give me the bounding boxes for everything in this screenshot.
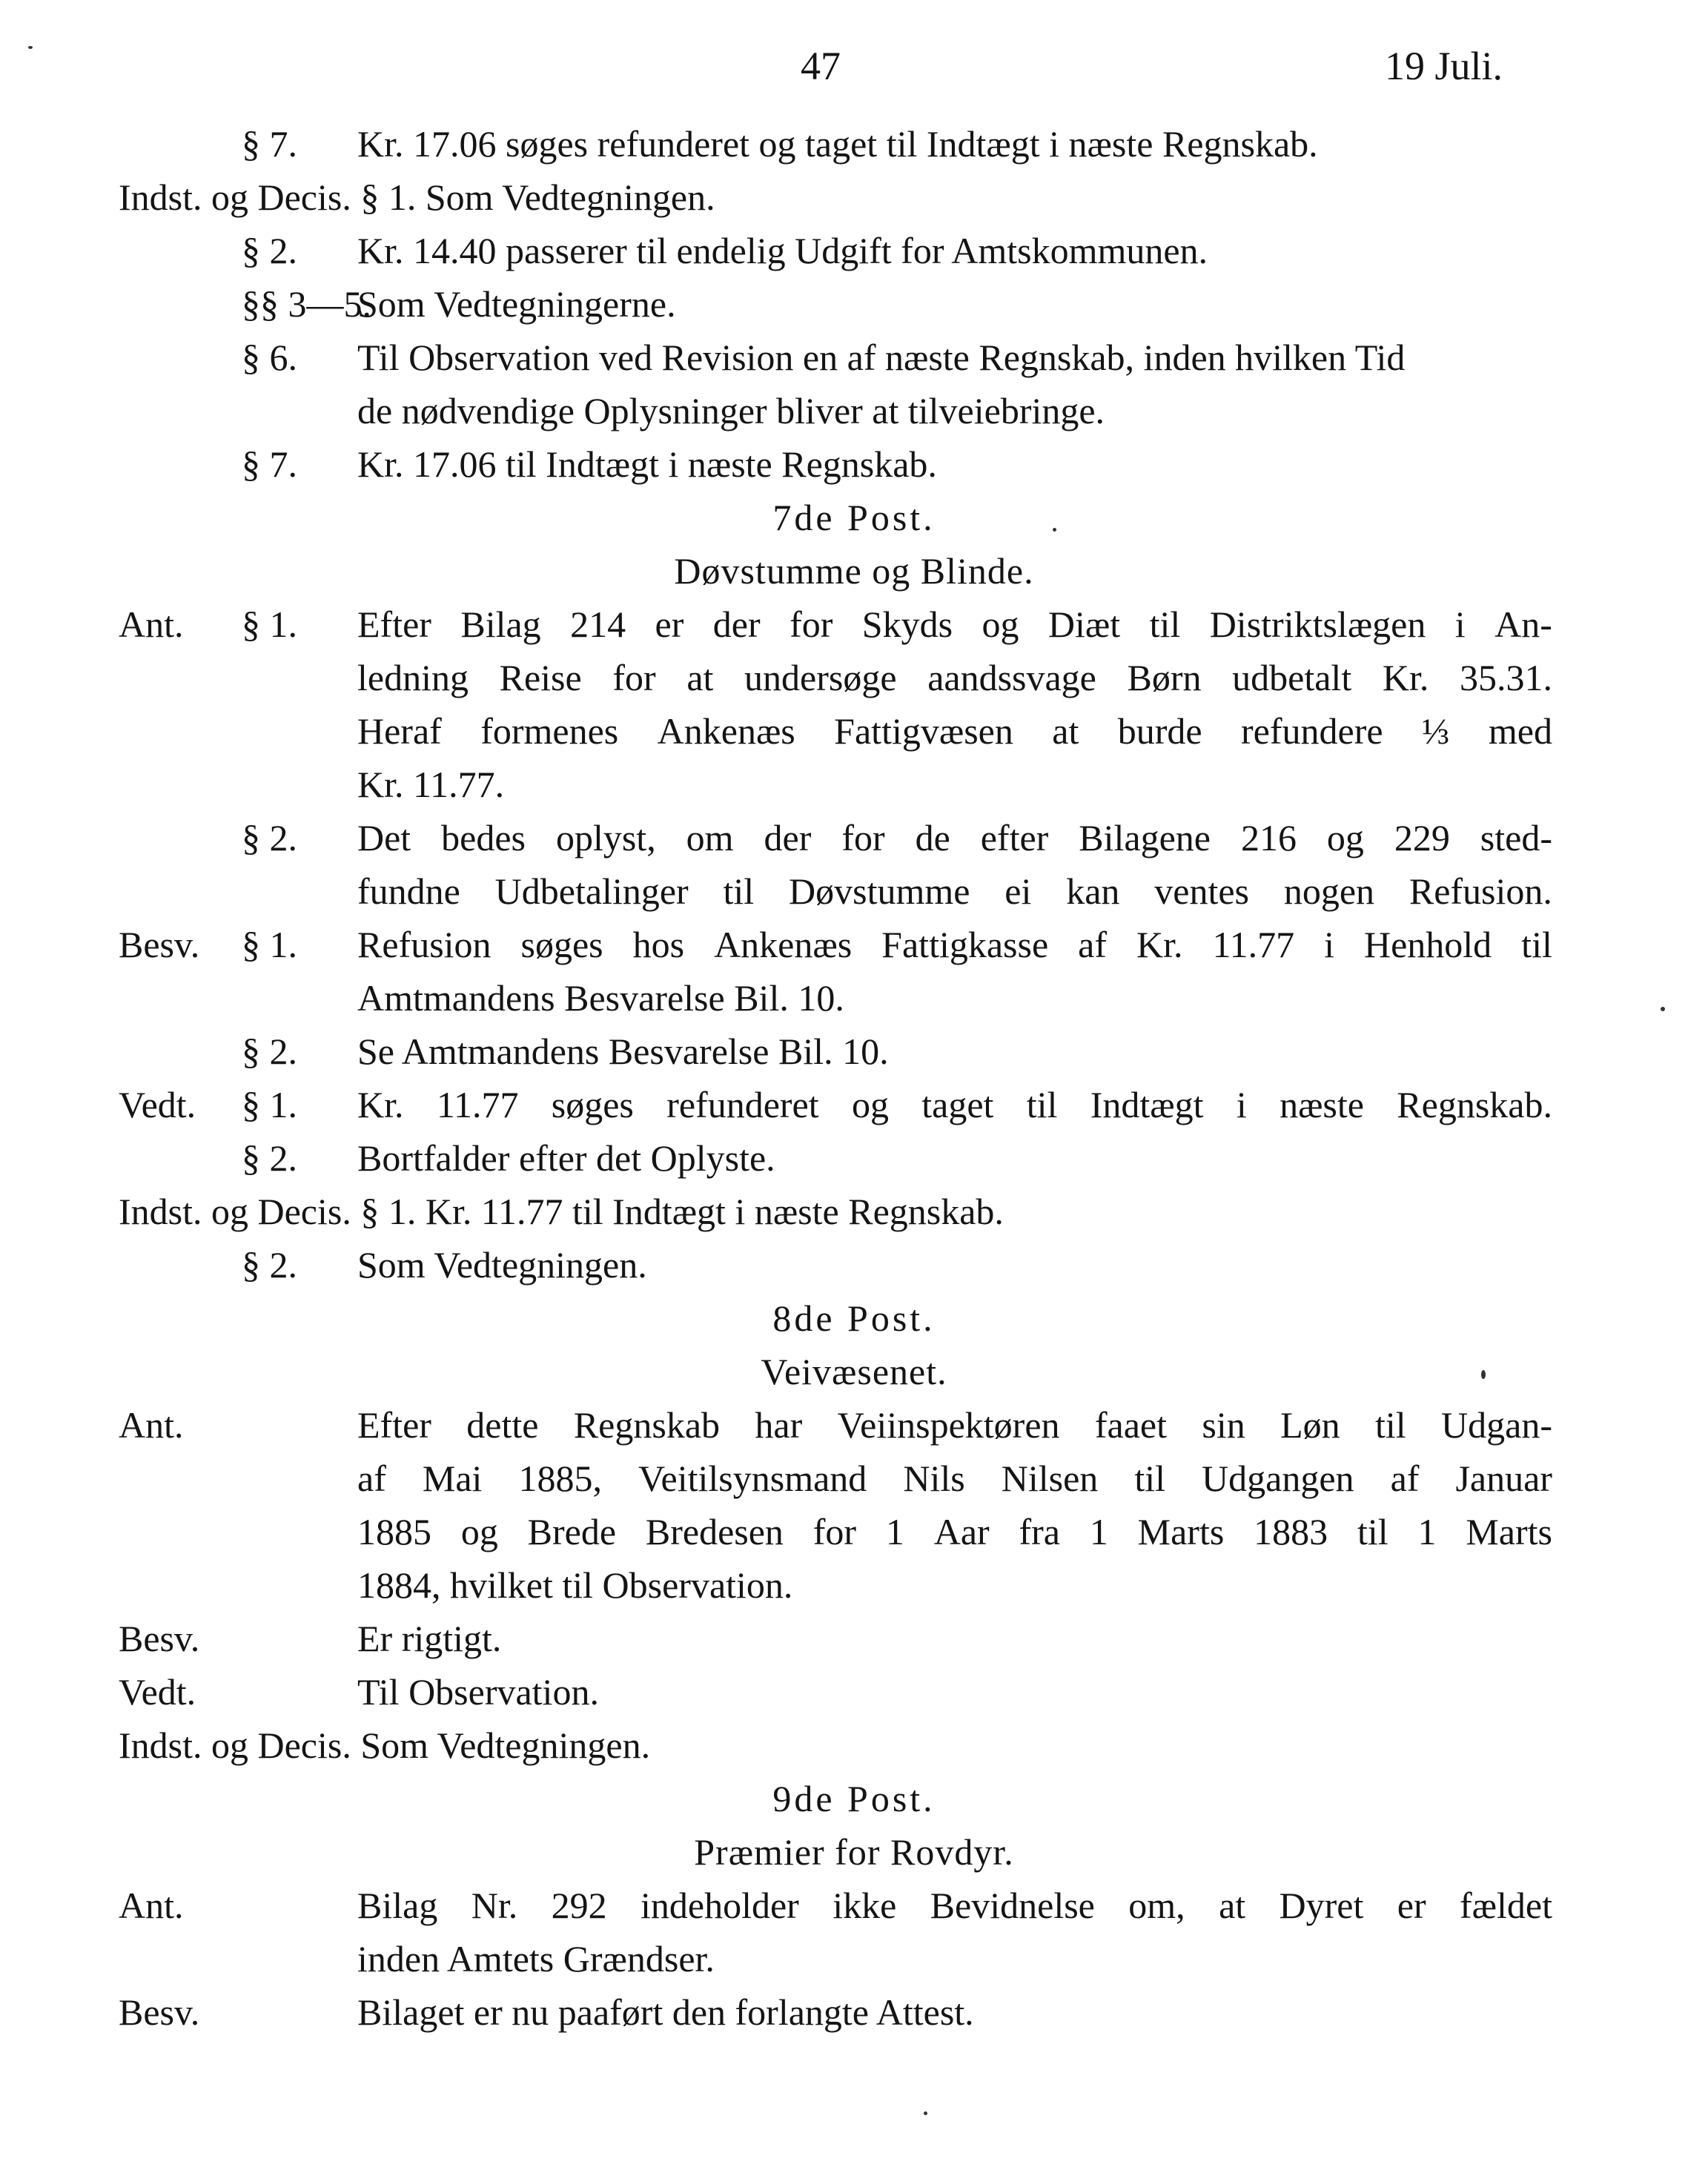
- entry-label: Besv.: [119, 1618, 200, 1659]
- text-line: [0, 1991, 1708, 2044]
- entry-text: Som Vedtegningen.: [357, 1244, 647, 1286]
- text-line: [0, 229, 1708, 282]
- text-line: [0, 282, 1708, 336]
- entry-text: de nødvendige Oplysninger bliver at tilveiebringe.: [357, 390, 1105, 431]
- page-date: 19 Juli.: [1385, 44, 1503, 88]
- scan-speck: [1481, 1370, 1486, 1379]
- paragraph-number: § 7.: [242, 123, 297, 165]
- entry-label: Ant.: [119, 603, 184, 645]
- text-line: [0, 1777, 1708, 1830]
- text-line: [0, 603, 1708, 656]
- paragraph-number: § 7.: [242, 443, 297, 485]
- entry-text: Efter dette Regnskab har Veiinspektøren faaet sin Løn til Udgan-: [357, 1404, 1552, 1446]
- paragraph-number: § 1.: [242, 603, 297, 645]
- entry-label: Besv.: [119, 1991, 200, 2033]
- entry-text: Kr. 17.06 til Indtægt i næste Regnskab.: [357, 443, 937, 485]
- entry-text: ledning Reise for at undersøge aandssvage Børn udbetalt Kr. 35.31.: [357, 657, 1552, 698]
- text-line: [0, 389, 1708, 443]
- text-line: [0, 443, 1708, 496]
- text-line: [0, 1884, 1708, 1937]
- text-line: [0, 1670, 1708, 1724]
- entry-text: 1885 og Brede Bredesen for 1 Aar fra 1 Marts 1883 til 1 Marts: [357, 1511, 1552, 1552]
- text-line: [0, 176, 1708, 229]
- section-title: Præmier for Rovdyr.: [694, 1831, 1014, 1873]
- section-heading: 7de Post.: [772, 497, 936, 538]
- text-line: [0, 496, 1708, 549]
- text-line: [0, 1083, 1708, 1137]
- text-line: [0, 1137, 1708, 1190]
- text-line: [0, 1350, 1708, 1403]
- text-line: [0, 122, 1708, 176]
- entry-text: Bilag Nr. 292 indeholder ikke Bevidnelse om, at Dyret er fældet: [357, 1885, 1552, 1926]
- decision-line: Indst. og Decis. Som Vedtegningen.: [119, 1724, 651, 1766]
- entry-text: Bortfalder efter det Oplyste.: [357, 1137, 775, 1179]
- text-line: [0, 549, 1708, 603]
- section-title: Veivæsenet.: [761, 1351, 947, 1392]
- entry-text: fundne Udbetalinger til Døvstumme ei kan ventes nogen Refusion.: [357, 870, 1552, 912]
- entry-text: Til Observation.: [357, 1671, 599, 1713]
- entry-text: Er rigtigt.: [357, 1618, 502, 1659]
- entry-text: Det bedes oplyst, om der for de efter Bilagene 216 og 229 sted-: [357, 817, 1552, 859]
- entry-label: Vedt.: [119, 1084, 196, 1125]
- scan-speck: [924, 2111, 927, 2115]
- entry-text: Kr. 11.77.: [357, 764, 505, 805]
- paragraph-number: § 2.: [242, 1244, 297, 1286]
- section-heading: 8de Post.: [772, 1297, 936, 1339]
- paragraph-number: §§ 3—5.: [242, 283, 371, 325]
- page-header: [0, 43, 1708, 96]
- text-line: [0, 1190, 1708, 1243]
- text-line: [0, 1830, 1708, 1884]
- entry-text: Efter Bilag 214 er der for Skyds og Diæt til Distriktslægen i An-: [357, 603, 1552, 645]
- text-line: [0, 336, 1708, 389]
- text-line: [0, 1724, 1708, 1777]
- text-line: [0, 1564, 1708, 1617]
- entry-label: Besv.: [119, 924, 200, 965]
- text-line: [0, 1297, 1708, 1350]
- text-line: [0, 1510, 1708, 1564]
- text-line: [0, 870, 1708, 923]
- paragraph-number: § 1.: [242, 924, 297, 965]
- scan-speck: [28, 46, 33, 49]
- entry-text: Kr. 14.40 passerer til endelig Udgift for Amtskommunen.: [357, 230, 1208, 271]
- entry-label: Vedt.: [119, 1671, 196, 1713]
- text-line: [0, 1243, 1708, 1297]
- text-line: [0, 816, 1708, 870]
- text-line: [0, 656, 1708, 710]
- text-line: [0, 710, 1708, 763]
- entry-text: Refusion søges hos Ankenæs Fattigkasse af Kr. 11.77 i Henhold til: [357, 924, 1552, 965]
- paragraph-number: § 2.: [242, 1031, 297, 1072]
- decision-line: Indst. og Decis. § 1. Kr. 11.77 til Indtægt i næste Regnskab.: [119, 1191, 1004, 1232]
- section-heading: 9de Post.: [772, 1778, 936, 1819]
- entry-text: Til Observation ved Revision en af næste Regnskab, inden hvilken Tid: [357, 337, 1406, 378]
- text-line: [0, 976, 1708, 1030]
- text-line: [0, 1403, 1708, 1457]
- text-line: [0, 923, 1708, 976]
- text-line: [0, 1030, 1708, 1083]
- entry-text: Bilaget er nu paaført den forlangte Attest.: [357, 1991, 974, 2033]
- entry-label: Ant.: [119, 1404, 184, 1446]
- paragraph-number: § 6.: [242, 337, 297, 378]
- scan-speck: [1661, 1007, 1665, 1011]
- text-line: [0, 1617, 1708, 1670]
- text-line: [0, 1937, 1708, 1991]
- entry-text: Amtmandens Besvarelse Bil. 10.: [357, 977, 844, 1019]
- entry-label: Ant.: [119, 1885, 184, 1926]
- text-line: [0, 1457, 1708, 1510]
- page-number: 47: [801, 44, 841, 88]
- paragraph-number: § 2.: [242, 230, 297, 271]
- entry-text: 1884, hvilket til Observation.: [357, 1564, 793, 1606]
- paragraph-number: § 2.: [242, 1137, 297, 1179]
- decision-line: Indst. og Decis. § 1. Som Vedtegningen.: [119, 176, 715, 218]
- scan-speck: [1053, 528, 1056, 532]
- entry-text: inden Amtets Grændser.: [357, 1938, 715, 1979]
- entry-text: Kr. 11.77 søges refunderet og taget til Indtægt i næste Regnskab.: [357, 1084, 1552, 1125]
- entry-text: Heraf formenes Ankenæs Fattigvæsen at burde refundere ⅓ med: [357, 710, 1552, 752]
- entry-text: af Mai 1885, Veitilsynsmand Nils Nilsen til Udgangen af Januar: [357, 1458, 1552, 1499]
- paragraph-number: § 2.: [242, 817, 297, 859]
- paragraph-number: § 1.: [242, 1084, 297, 1125]
- entry-text: Som Vedtegningerne.: [357, 283, 676, 325]
- text-line: [0, 763, 1708, 816]
- entry-text: Kr. 17.06 søges refunderet og taget til Indtægt i næste Regnskab.: [357, 123, 1318, 165]
- section-title: Døvstumme og Blinde.: [674, 550, 1034, 592]
- entry-text: Se Amtmandens Besvarelse Bil. 10.: [357, 1031, 889, 1072]
